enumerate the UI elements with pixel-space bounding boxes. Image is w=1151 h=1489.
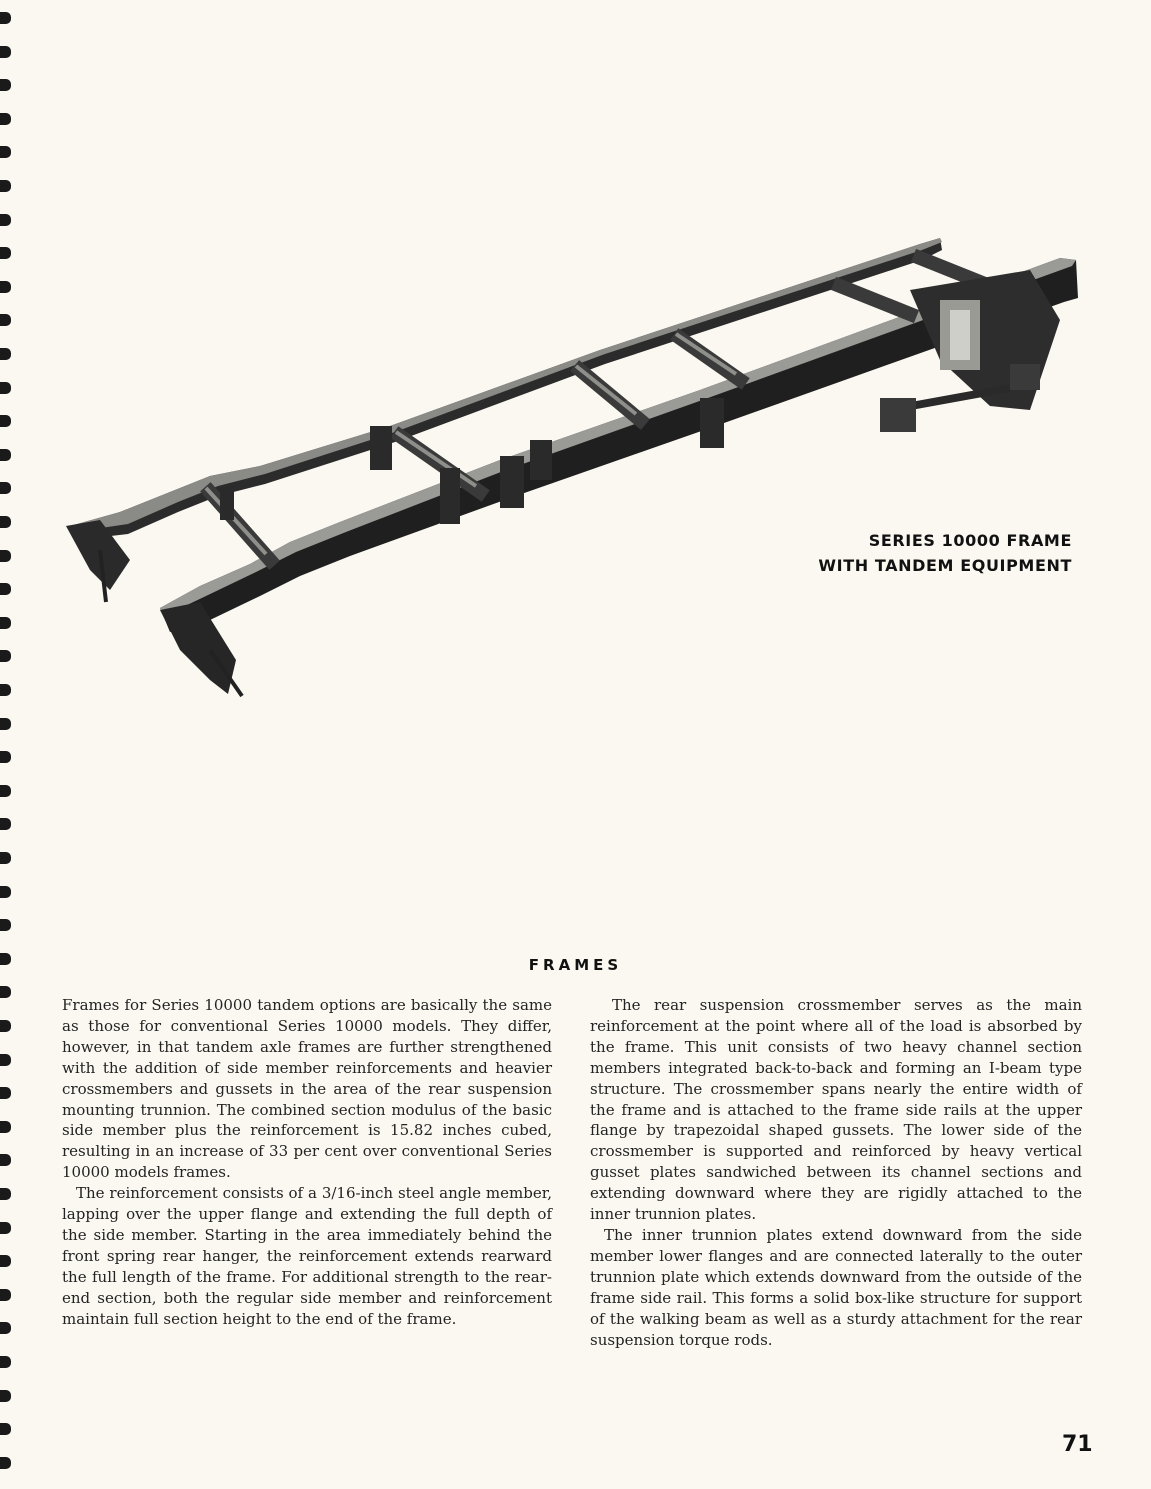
binding-hole	[0, 314, 11, 326]
binding-hole	[0, 180, 11, 192]
paragraph: The inner trunnion plates extend downward from the side member lower flanges and are connected laterally to the outer trunnion plate which extends downward from the outside of the frame side rail. This forms a solid box-like structure for support of the walking beam as well as a sturdy attachment for the rear suspension torque rods.	[590, 1225, 1082, 1349]
binding-hole	[0, 1423, 11, 1435]
binding-hole	[0, 986, 11, 998]
binding-hole	[0, 550, 11, 562]
binding-hole	[0, 583, 11, 595]
paragraph: Frames for Series 10000 tandem options are basically the same as those for conventional Series 10000 models. They differ, however, in that tandem axle frames are further strengthened with the addition of side member reinforcements and heavier crossmembers and gussets in the area of the rear suspension mounting trunnion. The combined section modulus of the basic side member plus the reinforcement is 15.82 inches cubed, resulting in an increase of 33 per cent over conventional Series 10000 models frames.	[62, 996, 552, 1182]
binding-hole	[0, 886, 11, 898]
binding-hole	[0, 751, 11, 763]
binding-hole	[0, 1087, 11, 1099]
caption-line-2: WITH TANDEM EQUIPMENT	[818, 556, 1072, 575]
binding-hole	[0, 482, 11, 494]
page-number: 71	[1062, 1432, 1093, 1457]
binding-hole	[0, 281, 11, 293]
binding-hole	[0, 1289, 11, 1301]
spiral-binding	[0, 0, 14, 1489]
photo-caption	[800, 528, 1072, 578]
binding-hole	[0, 1457, 11, 1469]
caption-line-1: SERIES 10000 FRAME	[868, 531, 1072, 550]
binding-hole	[0, 247, 11, 259]
binding-hole	[0, 785, 11, 797]
paragraph: The reinforcement consists of a 3/16-inch steel angle member, lapping over the upper flange and extending the full depth of the side member. Starting in the area immediately behind the front spring rear hanger, the reinforcement extends rearward the full length of the frame. For additional strength to the rear-end section, both the regular side member and reinforcement maintain full section height to the end of the frame.	[62, 1184, 552, 1328]
binding-hole	[0, 1222, 11, 1234]
binding-hole	[0, 617, 11, 629]
binding-hole	[0, 1255, 11, 1267]
binding-hole	[0, 1154, 11, 1166]
binding-hole	[0, 12, 11, 24]
left-column	[62, 995, 552, 1330]
binding-hole	[0, 415, 11, 427]
binding-hole	[0, 1054, 11, 1066]
binding-hole	[0, 113, 11, 125]
binding-hole	[0, 146, 11, 158]
paragraph: The rear suspension crossmember serves as the main reinforcement at the point where all of the load is absorbed by the frame. This unit consists of two heavy channel section members integrated back-to-back and forming an I-beam type structure. The crossmember spans nearly the entire width of the frame and is attached to the frame side rails at the upper flange by trapezoidal shaped gussets. The lower side of the crossmember is supported and reinforced by heavy vertical gusset plates sandwiched between its channel sections and extending downward where they are rigidly attached to the inner trunnion plates.	[590, 996, 1082, 1224]
binding-hole	[0, 1121, 11, 1133]
binding-hole	[0, 1356, 11, 1368]
binding-hole	[0, 650, 11, 662]
binding-hole	[0, 348, 11, 360]
binding-hole	[0, 1188, 11, 1200]
binding-hole	[0, 919, 11, 931]
binding-hole	[0, 718, 11, 730]
frame-photo	[60, 230, 1100, 710]
binding-hole	[0, 214, 11, 226]
binding-hole	[0, 1390, 11, 1402]
binding-hole	[0, 516, 11, 528]
section-heading: FRAMES	[528, 956, 623, 974]
binding-hole	[0, 382, 11, 394]
binding-hole	[0, 684, 11, 696]
binding-hole	[0, 1020, 11, 1032]
binding-hole	[0, 1322, 11, 1334]
binding-hole	[0, 852, 11, 864]
binding-hole	[0, 79, 11, 91]
binding-hole	[0, 449, 11, 461]
right-column	[590, 995, 1082, 1350]
binding-hole	[0, 818, 11, 830]
binding-hole	[0, 46, 11, 58]
